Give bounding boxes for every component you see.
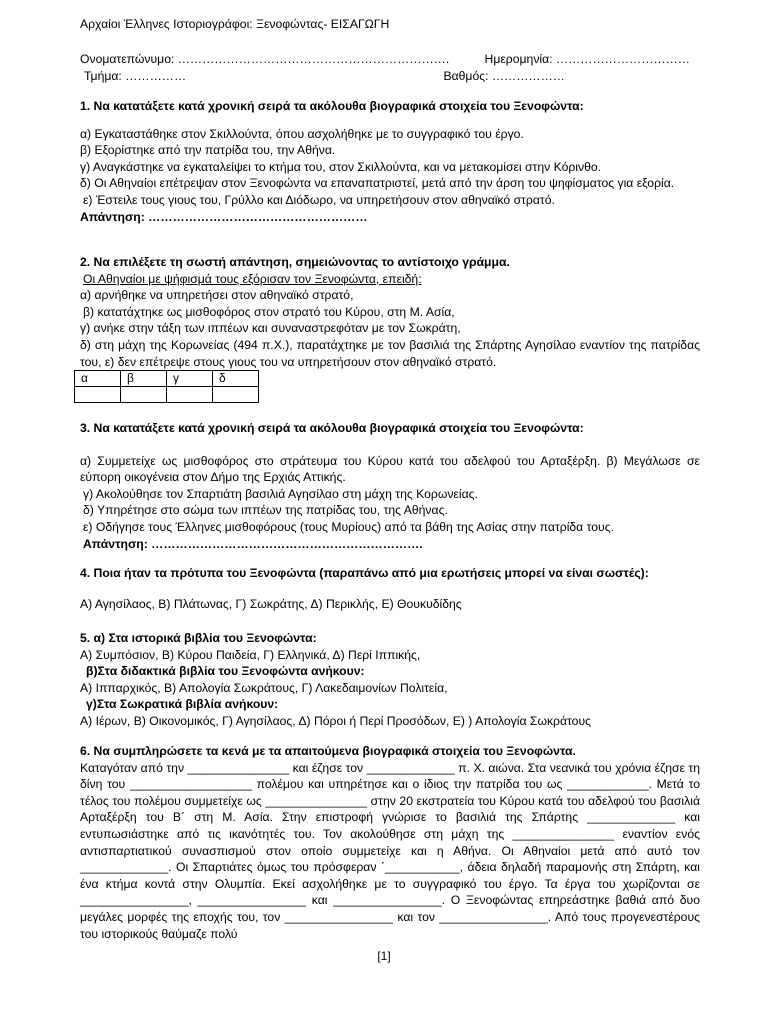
q4-options[interactable]: Α) Αγησίλαος, Β) Πλάτωνας, Γ) Σωκράτης, Δ) Περικλής, Ε) Θουκυδίδης [80, 596, 462, 611]
q5b-title: β)Στα διδακτικά βιβλία του Ξενοφώντα ανήκουν: [86, 664, 365, 679]
answer-table-header-row [75, 371, 259, 387]
q6-fill-text[interactable]: Καταγόταν από την _______________ και έζησε τον _____________ π. Χ. αιώνα. Στα νεανικά του χρόνια έζησε τη δίνη του __________________ πολέμου και υπηρέτησε και ο ίδιος την πατρίδα του ως ____________. Μετά το τέλος του πολέμου συμμετείχε ως _______________ στην 20 εκστρατεία του Κύρου κατά του αδελφού του βασιλιά Αρταξέρξη του Β΄ στη Μ. Ασία. Στην επιστροφή γνώρισε το βασιλιά της Σπάρτης _____________ και εντυπωσιάστηκε από τις ικανότητές του. Τον ακολούθησε στη μάχη της _______________ εναντίον ενός αντισπαρτιατικού συνασπισμού στον οποίο συμμετείχε και η Αθήνα. Οι Αθηναίοι μετά από αυτό τον _____________. Οι Σπαρτιάτες όμως του πρόσφεραν ΄___________, άδεια δηλαδή παραμονής στη Σπάρτη, και ένα κτήμα κοντά στην Ολυμπία. Εκεί ασχολήθηκε με το συγγραφικό του έργο. Τα έργα του χωρίζονται σε ________________, ________________ και ________________. Ο Ξενοφώντας επηρεάστηκε βαθιά από δυο μεγάλες μορφές της εποχής του, τον ________________ και τον ________________. Από τους προγενεστέρους του ιστορικούς θαύμαζε πολύ [80, 760, 700, 941]
q5c-options[interactable]: Α) Ιέρων, Β) Οικονομικός, Γ) Αγησίλαος, Δ) Πόροι ή Περί Προσόδων, Ε) ) Απολογία Σωκράτους [80, 713, 591, 728]
q3-item: γ) Ακολούθησε τον Σπαρτιάτη βασιλιά Αγησίλαο στη μάχη της Κορωνείας. [83, 486, 478, 501]
q1-item: δ) Οι Αθηναίοι επέτρεψαν στον Ξενοφώντα να επαναπατριστεί, μετά από την άρση του ψηφίσματος για εξορία. [80, 176, 675, 191]
q5a-options[interactable]: Α) Συμπόσιον, Β) Κύρου Παιδεία, Γ) Ελληνικά, Δ) Περί Ιππικής, [80, 647, 421, 662]
answer-cell[interactable] [167, 387, 213, 403]
q4-title: 4. Ποια ήταν τα πρότυπα του Ξενοφώντα (παραπάνω από μια ερωτήσεις μπορεί να είναι σωστές): [80, 566, 649, 580]
q3-item: δ) Υπηρέτησε στο σώμα των ιππέων της πατρίδας του, της Αθήνας. [83, 503, 448, 518]
q1-item: ε) Έστειλε τους γιους του, Γρύλλο και Διόδωρο, να υπηρετήσουν στον αθηναϊκό στρατό. [83, 192, 555, 207]
q1-item: α) Εγκαταστάθηκε στον Σκιλλούντα, όπου ασχολήθηκε με το συγγραφικό του έργο. [80, 126, 524, 141]
date-field[interactable]: Ημερομηνία: …………………………… [484, 52, 690, 66]
title-text: Αρχαίοι Έλληνες Ιστοριογράφοι: Ξενοφώντας- ΕΙΣΑΓΩΓΗ [80, 17, 390, 31]
answer-cell[interactable] [213, 387, 259, 403]
q3-item: ε) Οδήγησε τους Έλληνες μισθοφόρους (τους Μυρίους) από τα βάθη της Ασίας στην πατρίδα τους. [83, 519, 614, 534]
question-5 [80, 630, 700, 730]
q3-title: 3. Να κατατάξετε κατά χρονική σειρά τα ακόλουθα βιογραφικά στοιχεία του Ξενοφώντα: [80, 421, 584, 435]
q2-stem: Οι Αθηναίοι με ψήφισμά τους εξόρισαν τον Ξενοφώντα, επειδή: [83, 271, 422, 286]
q2-title: 2. Να επιλέξετε τη σωστή απάντηση, σημειώνοντας το αντίστοιχο γράμμα. [80, 255, 510, 269]
q6-title: 6. Να συμπληρώσετε τα κενά με τα απαιτούμενα βιογραφικά στοιχεία του Ξενοφώντα. [80, 744, 576, 758]
q1-item: γ) Αναγκάστηκε να εγκαταλείψει το κτήμα του, στον Σκιλλούντα, και να μετακομίσει στην Κόρινθο. [80, 159, 602, 174]
info-row-1 [80, 51, 700, 68]
q3-items [80, 453, 700, 553]
q5c-title: γ)Στα Σωκρατικά βιβλία ανήκουν: [86, 697, 279, 712]
student-info [80, 51, 700, 84]
question-4 [80, 565, 700, 612]
class-field[interactable]: Τμήμα: …………… [84, 68, 187, 83]
q5a-title: 5. α) Στα ιστορικά βιβλία του Ξενοφώντα: [80, 631, 317, 645]
answer-table-header: γ [167, 371, 213, 387]
answer-table-header: α [75, 371, 121, 387]
q3-item: α) Συμμετείχε ως μισθοφόρος στο στράτευμα του Κύρου κατά του αδελφού του Αρταξέρξη. β) Μεγάλωσε σε εύπορη οικογένεια στον Δήμο της Ερχιάς Αττικής. [80, 453, 700, 485]
q1-items [80, 126, 700, 226]
q5b-options[interactable]: Α) Ιππαρχικός, Β) Απολογία Σωκράτους, Γ) Λακεδαιμονίων Πολιτεία, [80, 680, 448, 695]
q1-title: 1. Να κατατάξετε κατά χρονική σειρά τα ακόλουθα βιογραφικά στοιχεία του Ξενοφώντα: [80, 99, 584, 113]
q2-option[interactable]: α) αρνήθηκε να υπηρετήσει στον αθηναϊκό στρατό, [80, 288, 354, 303]
q1-item: β) Εξορίστηκε από την πατρίδα του, την Αθήνα. [80, 143, 336, 158]
question-6 [80, 743, 700, 942]
q2-option[interactable]: γ) ανήκε στην τάξη των ιππέων και συναναστρεφόταν με τον Σωκράτη, [80, 321, 461, 336]
page-number: [1] [377, 949, 391, 963]
q1-answer[interactable]: Απάντηση: ……………………………………………… [80, 209, 368, 224]
question-2 [80, 254, 700, 403]
answer-table-input-row [75, 387, 259, 403]
q2-option[interactable]: β) κατατάχτηκε ως μισθοφόρος στον στρατό του Κύρου, στη Μ. Ασία, [83, 304, 455, 319]
answer-cell[interactable] [121, 387, 167, 403]
name-field[interactable]: Ονοματεπώνυμο: …………………………………………………………. [80, 52, 450, 66]
question-3 [80, 420, 700, 552]
q2-answer-table [74, 370, 259, 403]
answer-cell[interactable] [75, 387, 121, 403]
grade-field[interactable]: Βαθμός: ……………… [443, 68, 565, 83]
q2-option[interactable]: δ) στη μάχη της Κορωνείας (494 π.Χ.), παρατάχτηκε με τον βασιλιά της Σπάρτης Αγησίλαο εναντίον της πατρίδας του, ε) δεν επέτρεψε στους γιους του να υπηρετήσουν στον αθηναϊκό στρατό. [80, 337, 700, 369]
q3-answer[interactable]: Απάντηση: …………………………………………………………. [83, 536, 423, 551]
answer-table-header: β [121, 371, 167, 387]
question-1 [80, 98, 700, 225]
worksheet-title [80, 16, 700, 33]
info-row-2 [80, 68, 700, 85]
answer-table-header: δ [213, 371, 259, 387]
